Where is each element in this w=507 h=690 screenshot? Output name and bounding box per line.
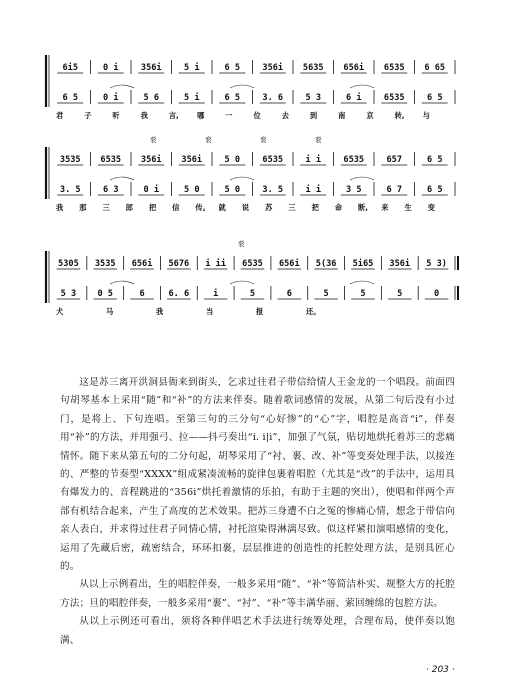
upper-measure: 6535 [242,259,263,269]
lyric-char: 转, [394,111,405,120]
paragraph-2: 从以上示例看出，生的唱腔伴奏，一般多采用“随”、“补”等简洁朴实、规整大方的托腔方法；旦的唱腔伴奏，一般多采用“裹”、“衬”、“补”等丰满华丽、萦回缠绵的包腔方法。 [60,579,455,609]
lower-measure: 5 6 [143,93,160,103]
lower-measure: 6 5 [62,93,79,103]
lower-measure: 3. 5 [262,185,284,195]
upper-measure: 5(36 [315,259,337,269]
lyric-char: 南 [338,111,346,120]
lower-measure: 5 i [183,93,200,103]
upper-measure: 356i [262,63,284,73]
lyric-char: 到 [309,111,318,120]
lyric-char: 与 [422,111,430,120]
lyric-char: 生 [404,203,412,212]
upper-measure: 356i [181,155,203,165]
lyric-char: 把 [311,203,319,212]
lower-measure: i i [305,185,322,195]
lyric-char: 断, [358,203,368,212]
upper-measure: 656i [131,259,153,269]
lower-measure: 6 [286,289,292,299]
lower-measure: 6 7 [386,185,403,195]
lyric-char: 就 [218,203,226,212]
lyric-char: 郎 [125,203,133,212]
lower-measure: 6 i [345,93,362,103]
slur [110,281,134,284]
lyric-char: 传。 [195,203,210,212]
lyric-char: 三 [102,203,110,212]
upper-measure: 6 5 [224,63,241,73]
upper-measure: 5i65 [352,259,374,269]
lower-measure: i [213,289,219,299]
upper-measure: 5 i [183,63,200,73]
lower-measure: 5 0 [183,185,200,195]
lyric-char: 听 [112,111,120,120]
lower-measure: 6535 [383,93,405,103]
slur [230,85,254,88]
performance-mark: 衮 [150,136,157,144]
upper-measure: 356i [140,155,162,165]
page-number: · 203 · [426,665,455,675]
lyric-char: 我 [56,203,64,212]
performance-mark: 衮 [238,240,245,248]
upper-measure: 657 [386,155,403,165]
slur [110,85,134,88]
lyric-char: 一 [225,111,233,120]
lower-measure: 5 0 [224,185,241,195]
lyric-char: 命 [334,203,343,212]
upper-measure: 656i [343,63,365,73]
upper-measure: i ii [205,259,227,269]
lyric-char: 我 [156,307,164,316]
upper-measure: 6535 [383,63,405,73]
lower-measure: 5 [360,289,366,299]
prose-body [60,374,455,650]
lyric-char: 君 [56,111,64,120]
lower-measure: 5 [323,289,329,299]
lower-measure: 6 5 [426,93,443,103]
lower-measure: 6 5 [224,93,241,103]
lyric-char: 苏 [265,203,273,212]
upper-measure: 5 0 [224,155,241,165]
lyric-char: 那 [79,203,87,212]
lyric-char: 说 [241,203,250,212]
lyric-char: 变 [427,203,435,212]
lyric-char: 犬 [56,307,64,316]
lyric-char: 言, [168,111,179,120]
lower-measure: 5 3 [60,289,77,299]
slur [350,281,374,284]
lower-measure: 5 [397,289,403,299]
lower-measure: 5 [249,289,256,299]
upper-measure: 356i [389,259,411,269]
upper-measure: 6 65 [424,63,446,73]
lyric-char: 报 [256,307,264,316]
slur [230,281,254,284]
slur [350,177,374,180]
lower-measure: 6. 6 [168,289,190,299]
slur [350,85,374,88]
upper-measure: 6 5 [426,155,443,165]
lyric-char: 三 [288,203,296,212]
lyric-char: 京 [366,111,374,120]
upper-measure: 5305 [58,259,79,269]
lower-measure: 0 [433,289,440,299]
upper-measure: 6535 [343,155,365,165]
upper-measure: 6i5 [62,63,79,73]
upper-measure: 656i [278,259,300,269]
upper-measure: 6535 [262,155,284,165]
lyric-char: 子 [84,111,92,120]
upper-measure: 3535 [59,155,81,165]
paragraph-3: 从以上示例还可看出，须将各种伴唱艺术手法进行统筹处理，合理布局，使伴奏以饱满、 [60,616,455,646]
upper-measure: 5635 [302,63,324,73]
lower-measure: 3. 6 [262,93,284,103]
lyric-char: 马 [106,307,114,316]
lyric-char: 位 [253,111,261,120]
lower-measure: 6 5 [426,185,443,195]
performance-mark: 衮 [260,136,267,144]
upper-measure: 5676 [168,259,190,269]
upper-measure: 3535 [94,259,116,269]
lower-measure: 5 3 [305,93,322,103]
performance-mark: 衮 [315,136,322,144]
upper-measure: 356i [140,63,162,73]
lower-measure: 0 5 [97,289,113,299]
upper-measure: 6535 [100,155,122,165]
lower-measure: 3 5 [345,185,362,195]
slur [230,177,254,180]
performance-mark: 衮 [205,136,212,144]
lyric-char: 来 [381,203,389,212]
lyric-char: 我 [140,111,148,120]
upper-measure: 5 3) [426,259,447,269]
lyric-char: 当 [206,307,214,316]
lower-measure: 6 3 [102,185,119,195]
lyric-char: 哪 [197,111,205,120]
paragraph-1: 这是苏三离开洪洞县衙来到街头，乞求过往君子带信给情人王金龙的一个唱段。前面四句胡琴基本上采用“随”和“补”的方法来伴奏。随着歌词感情的发展，从第二句后没有小过门，是将上、下句连唱。至第三句的三分句“心好惨”的“心”字，唱腔是高音“i”，伴奏用“补”的方法，并用强弓、拉——抖弓奏出“i. i|i”，加强了气氛，贴切地烘托着苏三的悲痛情怀。随下来从第五句的二分句起，胡琴采用了“衬、裹、改、补”等变奏处理手法，以接连的、严整的节奏型“XXXX”组成紧凑流畅的旋律包裹着唱腔（尤其是“改”的手法中，运用具有爆发力的、音程跳进的“356i”烘托着激情的乐拍，有助于主题的突出），使唱和伴两个声部有机结合起来，产生了高度的艺术效果。把苏三身遭不白之冤的惨痛心情，想念于带信向亲人表白，并求得过往君子同情心情，衬托渲染得淋漓尽致。似这样紧扣演唱感情的变化，运用了先藏后密，疏密结合，环环扣裹，层层推进的创造性的托腔处理方法，是别具匠心的。 [60,377,455,573]
slur [110,177,134,180]
lyric-char: 把 [148,203,157,212]
upper-measure: i i [305,155,322,165]
lower-measure: 0 i [143,185,160,195]
lyric-char: 去 [281,111,289,120]
lower-measure: 0 i [102,93,119,103]
lower-measure: 6 [139,289,145,299]
upper-measure: 0 i [102,63,119,73]
lower-measure: 3. 5 [59,185,81,195]
lyric-char: 还。 [306,307,321,316]
lyric-char: 信 [172,203,180,212]
